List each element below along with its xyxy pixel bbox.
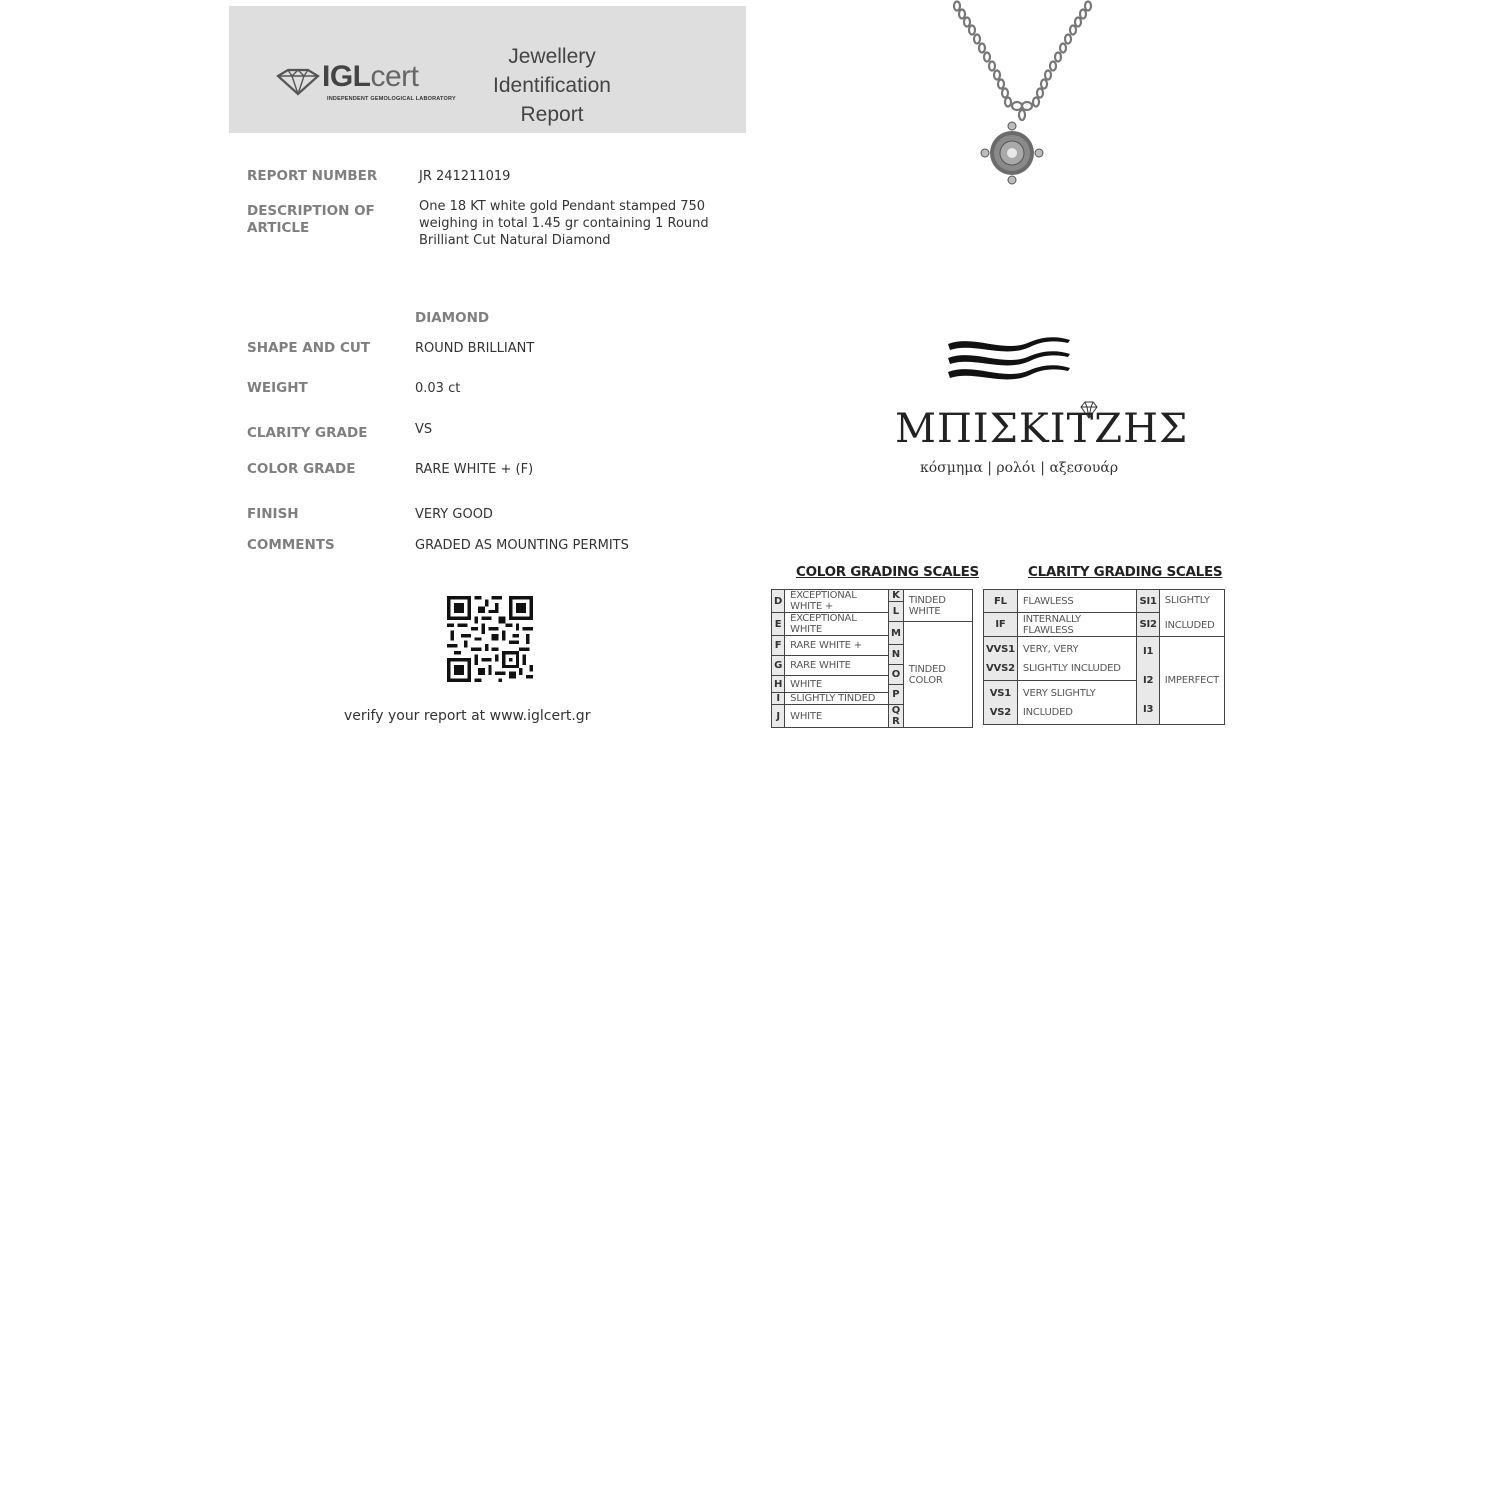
brand-waves-logo: [944, 334, 1074, 386]
clarity-grading-table: [983, 589, 1225, 725]
color-desc: RARE WHITE: [785, 656, 889, 676]
color-code: F: [772, 636, 785, 656]
color-desc: RARE WHITE +: [785, 636, 889, 656]
clarity-code: FL: [984, 590, 1018, 613]
color-code: I: [772, 693, 785, 705]
color-code: L: [888, 602, 903, 622]
clarity-label: CLARITY GRADE: [247, 425, 368, 441]
clarity-code: VS1 VS2: [984, 681, 1018, 725]
shape-value: ROUND BRILLIANT: [415, 341, 535, 356]
weight-label: WEIGHT: [247, 380, 308, 396]
clarity-value: VS: [415, 422, 433, 437]
color-code: H: [772, 676, 785, 693]
color-code: D: [772, 590, 785, 613]
tinted-white-label: TINDED WHITE: [903, 590, 972, 622]
color-code: N: [888, 645, 903, 665]
imperfect-label: IMPERFECT: [1159, 637, 1224, 725]
pendant-product-image: [945, 0, 1105, 205]
brand-name: ΜΠΙΣΚΙΤΖΗΣ: [895, 406, 1189, 452]
iglcert-logo: [274, 62, 454, 112]
diamond-logo-icon: [274, 68, 320, 96]
clarity-desc: INTERNALLY FLAWLESS: [1017, 613, 1137, 637]
color-code: K: [888, 590, 903, 602]
tinted-color-label: TINDED COLOR: [903, 622, 972, 728]
logo-wordmark: IGLcert: [322, 60, 419, 93]
comments-value: GRADED AS MOUNTING PERMITS: [415, 538, 629, 553]
report-header: [229, 6, 746, 133]
color-code: J: [772, 705, 785, 728]
diamond-section-header: DIAMOND: [415, 310, 490, 326]
color-code: Q R: [888, 705, 903, 728]
color-desc: EXCEPTIONAL WHITE +: [785, 590, 889, 613]
color-code: G: [772, 656, 785, 676]
finish-value: VERY GOOD: [415, 507, 493, 522]
shape-label: SHAPE AND CUT: [247, 340, 371, 356]
clarity-code: I1 I2 I3: [1137, 637, 1159, 725]
clarity-desc: VERY SLIGHTLY INCLUDED: [1017, 681, 1137, 725]
verify-link-text[interactable]: verify your report at www.iglcert.gr: [344, 708, 591, 724]
clarity-desc: VERY, VERY SLIGHTLY INCLUDED: [1017, 637, 1137, 681]
clarity-code: SI2: [1137, 613, 1159, 637]
report-number-value: JR 241211019: [419, 169, 511, 184]
color-desc: EXCEPTIONAL WHITE: [785, 613, 889, 636]
clarity-desc: FLAWLESS: [1017, 590, 1137, 613]
qr-code[interactable]: [446, 596, 534, 682]
logo-subtitle: INDEPENDENT GEMOLOGICAL LABORATORY: [327, 96, 456, 102]
color-desc: WHITE: [785, 705, 889, 728]
weight-value: 0.03 ct: [415, 381, 461, 396]
brand-tagline: κόσμημα | ρολόι | αξεσουάρ: [920, 460, 1119, 476]
color-grading-table: [771, 589, 973, 728]
clarity-code: IF: [984, 613, 1018, 637]
clarity-scale-title: CLARITY GRADING SCALES: [1028, 564, 1223, 580]
color-code: E: [772, 613, 785, 636]
color-code: P: [888, 685, 903, 705]
report-title: Jewellery Identification Report: [493, 45, 611, 126]
color-scale-title: COLOR GRADING SCALES: [796, 564, 979, 580]
clarity-code: VVS1 VVS2: [984, 637, 1018, 681]
color-desc: SLIGHTLY TINDED: [785, 693, 889, 705]
color-desc: WHITE: [785, 676, 889, 693]
finish-label: FINISH: [247, 506, 299, 522]
comments-label: COMMENTS: [247, 537, 335, 553]
color-value: RARE WHITE + (F): [415, 462, 534, 477]
description-value: One 18 KT white gold Pendant stamped 750 weighing in total 1.45 gr containing 1 Round Brilliant Cut Natural Diamond: [419, 199, 709, 248]
color-code: M: [888, 622, 903, 645]
clarity-code: SI1: [1137, 590, 1159, 613]
slightly-included-label: SLIGHTLY INCLUDED: [1159, 590, 1224, 637]
report-number-label: REPORT NUMBER: [247, 168, 378, 184]
color-code: O: [888, 665, 903, 685]
color-label: COLOR GRADE: [247, 461, 356, 477]
description-label: DESCRIPTION OF ARTICLE: [247, 203, 375, 236]
